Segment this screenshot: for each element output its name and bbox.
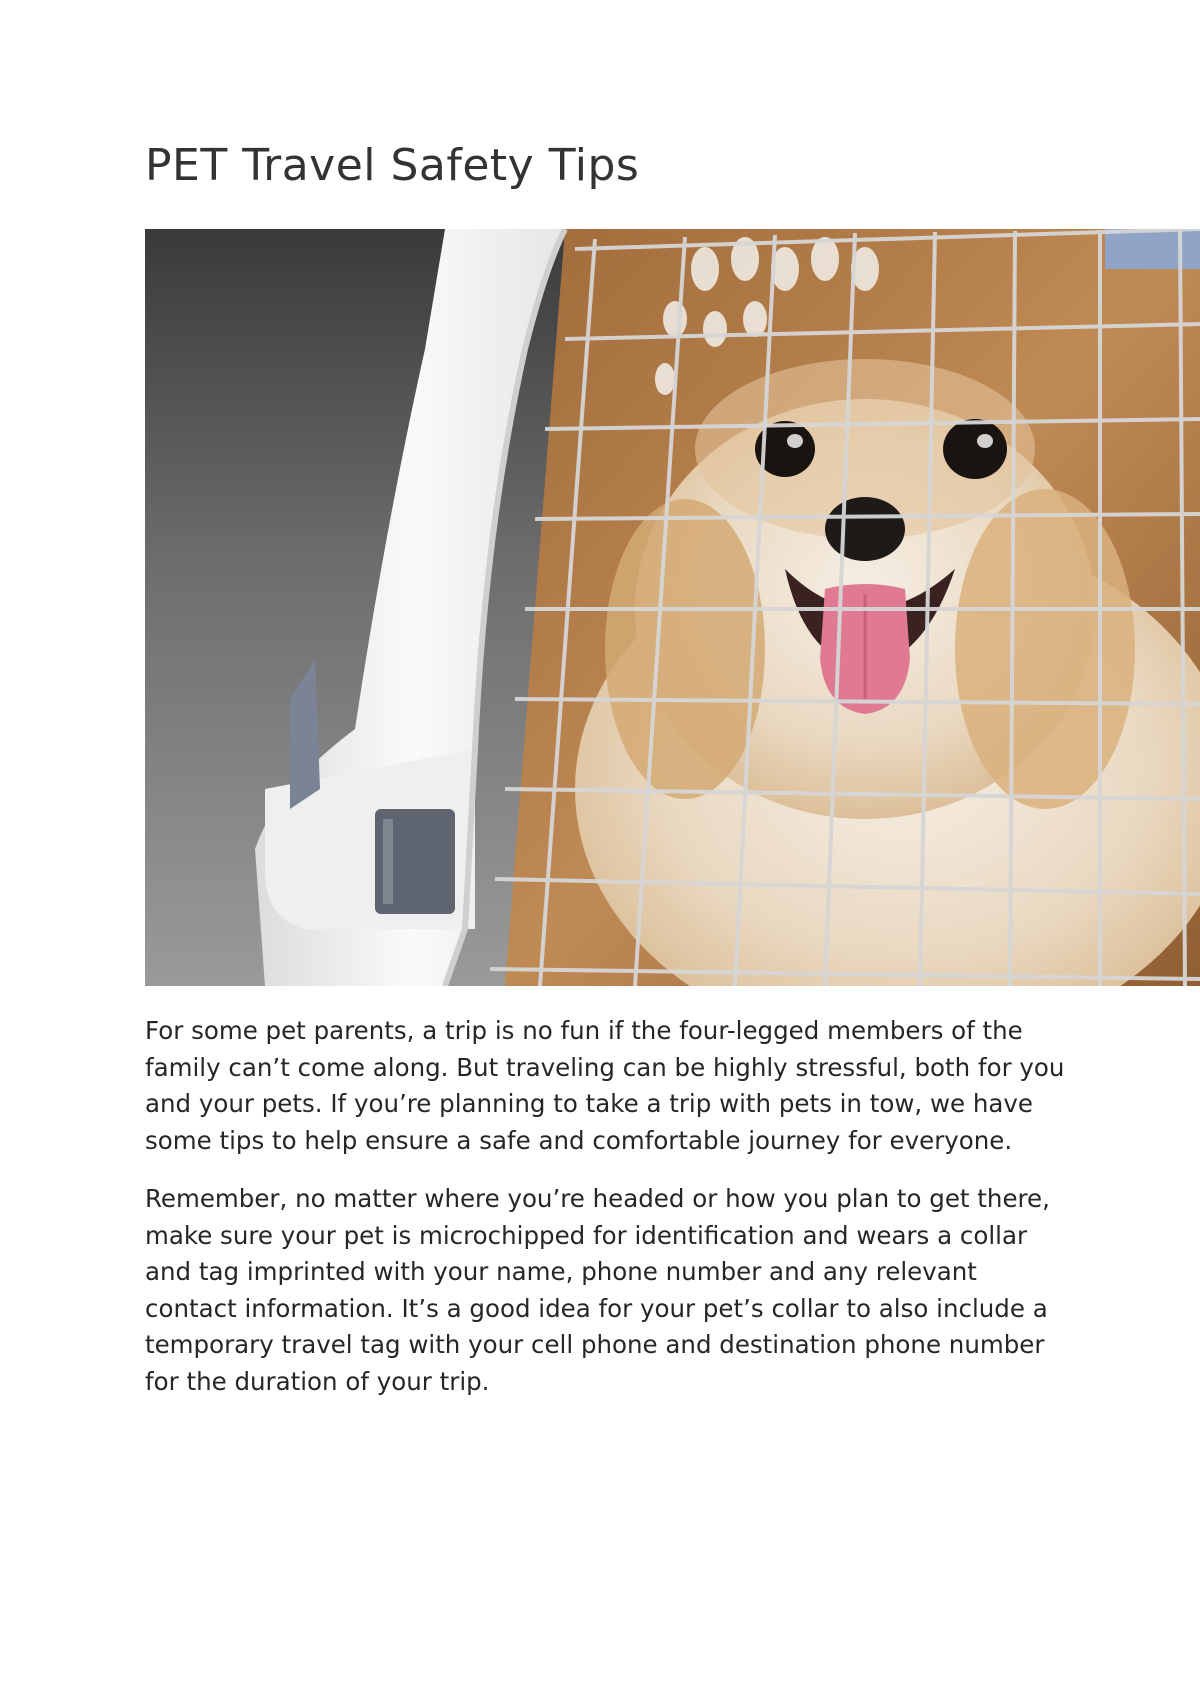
article-body (145, 1013, 1065, 1422)
dog-in-carrier-photo (145, 229, 1200, 986)
identification-paragraph: Remember, no matter where you’re headed or how you plan to get there, make sure your pet is microchipped for identification and wears a collar and tag imprinted with your name, phone number and any relevant contact information. It’s a good idea for your pet’s collar to also include a temporary travel tag with your cell phone and destination phone number for the duration of your trip. (145, 1184, 1050, 1396)
dog-carrier-illustration (145, 229, 1200, 986)
page-title: PET Travel Safety Tips (145, 140, 640, 191)
intro-paragraph: For some pet parents, a trip is no fun if the four-legged members of the family can’t come along. But traveling can be highly stressful, both for you and your pets. If you’re planning to take a trip with pets in tow, we have some tips to help ensure a safe and comfortable journey for everyone. (145, 1016, 1065, 1155)
